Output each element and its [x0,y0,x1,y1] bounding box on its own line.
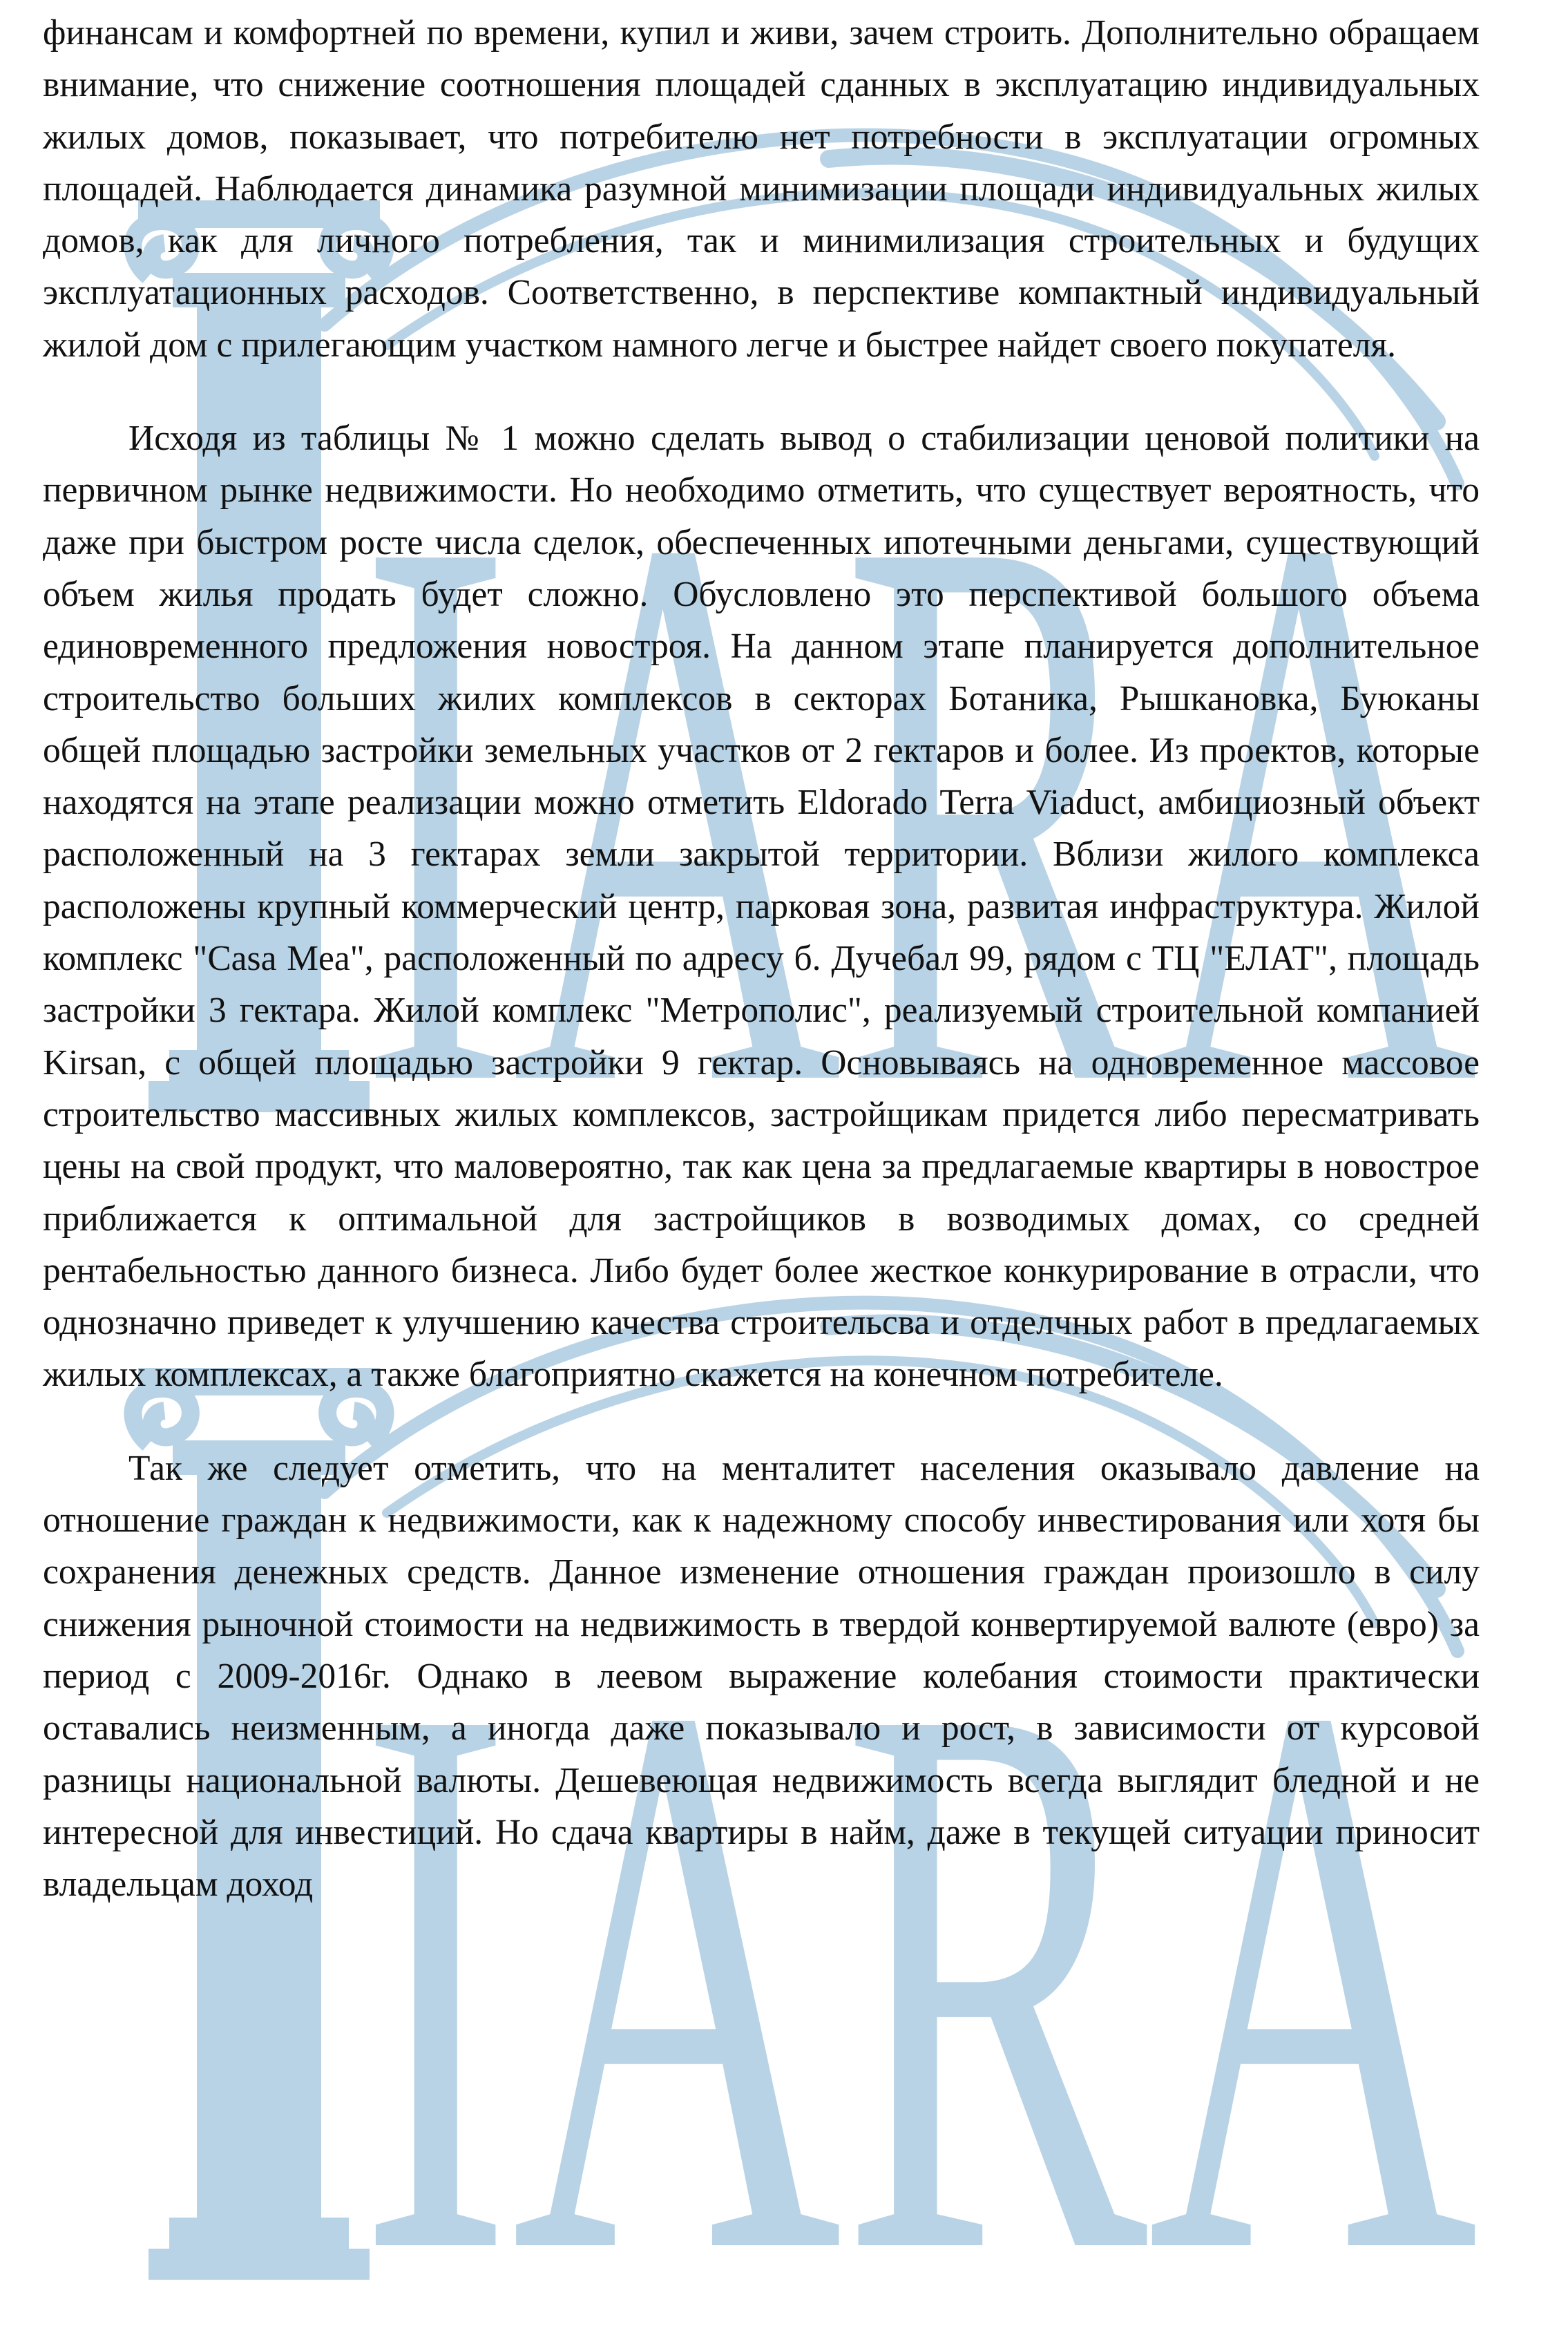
paragraph-1: финансам и комфортней по времени, купил и живи, зачем строить. Дополнительно обращаем внимание, что снижение соотношения площадей сданных в эксплуатацию индивидуальных жилых домов, показывает, что потребителю нет потребности в эксплуатации огромных площадей. Наблюдается динамика разумной минимизации площади индивидуальных жилых домов, как для личного потребления, так и минимилизация строительных и будущих эксплуатационных расходов. Соответственно, в перспективе компактный индивидуальный жилой дом с прилегающим участком намного легче и быстрее найдет своего покупателя. [43,13,1480,365]
paragraph-2: Исходя из таблицы № 1 можно сделать вывод о стабилизации ценовой политики на первичном рынке недвижимости. Но необходимо отметить, что существует вероятность, что даже при быстром росте числа сделок, обеспеченных ипотечными деньгами, существующий объем жилья продать будет сложно. Обусловлено это перспективой большого объема единовременного предложения новостроя. На данном этапе планируется дополнительное строительство больших жилих комплексов в секторах Ботаника, Рышкановка, Буюканы общей площадью застройки земельных участков от 2 гектаров и более. Из проектов, которые находятся на этапе реализации можно отметить Eldorado Terra Viaduct, амбициозный объект расположенный на 3 гектарах земли закрытой территории. Вблизи жилого комплекса расположены крупный коммерческий центр, парковая зона, развитая инфраструктура. Жилой комплекс "Casa Mea", расположенный по адресу б. Дучебал 99, рядом с ТЦ "ЕЛАТ", площадь застройки 3 гектара. Жилой комплекс "Метрополис", реализуемый строительной компанией Kirsan, с общей площадью застройки 9 гектар. Основываясь на одновременное массовое строительство массивных жилых комплексов, застройщикам придется либо пересматривать цены на свой продукт, что маловероятно, так как цена за предлагаемые квартиры в новострое приближается к оптимальной для застройщиков в возводимых домах, со средней рентабельностью данного бизнеса. Либо будет более жесткое конкурирование в отрасли, что однозначно приведет к улучшению качества строительсва и отделчных работ в предлагаемых жилых комплексах, а также благоприятно скажется на конечном потребителе. [43,419,1480,1395]
watermark-letters: IARA [359,1537,1478,2335]
watermark-letters: IARA [359,370,1478,1230]
paragraph-3: Так же следует отметить, что на менталитет населения оказывало давление на отношение граждан к недвижимости, как к надежному способу инвестирования или хотя бы сохранения денежных средств. Данное изменение отношения граждан произошло в силу снижения рыночной стоимости на недвижимость в твердой конвертируемой валюте (евро) за период с 2009-2016г. Однако в леевом выражение колебания стоимости практически оставались неизменным, а иногда даже показывало и рост, в зависимости от курсовой разницы национальной валюты. Дешевеющая недвижимость всегда выглядит бледной и не интересной для инвестиций. Но сдача квартиры в найм, даже в текущей ситуации приносит владельцам доход [43,1448,1480,1905]
document-body [43,7,1480,1910]
